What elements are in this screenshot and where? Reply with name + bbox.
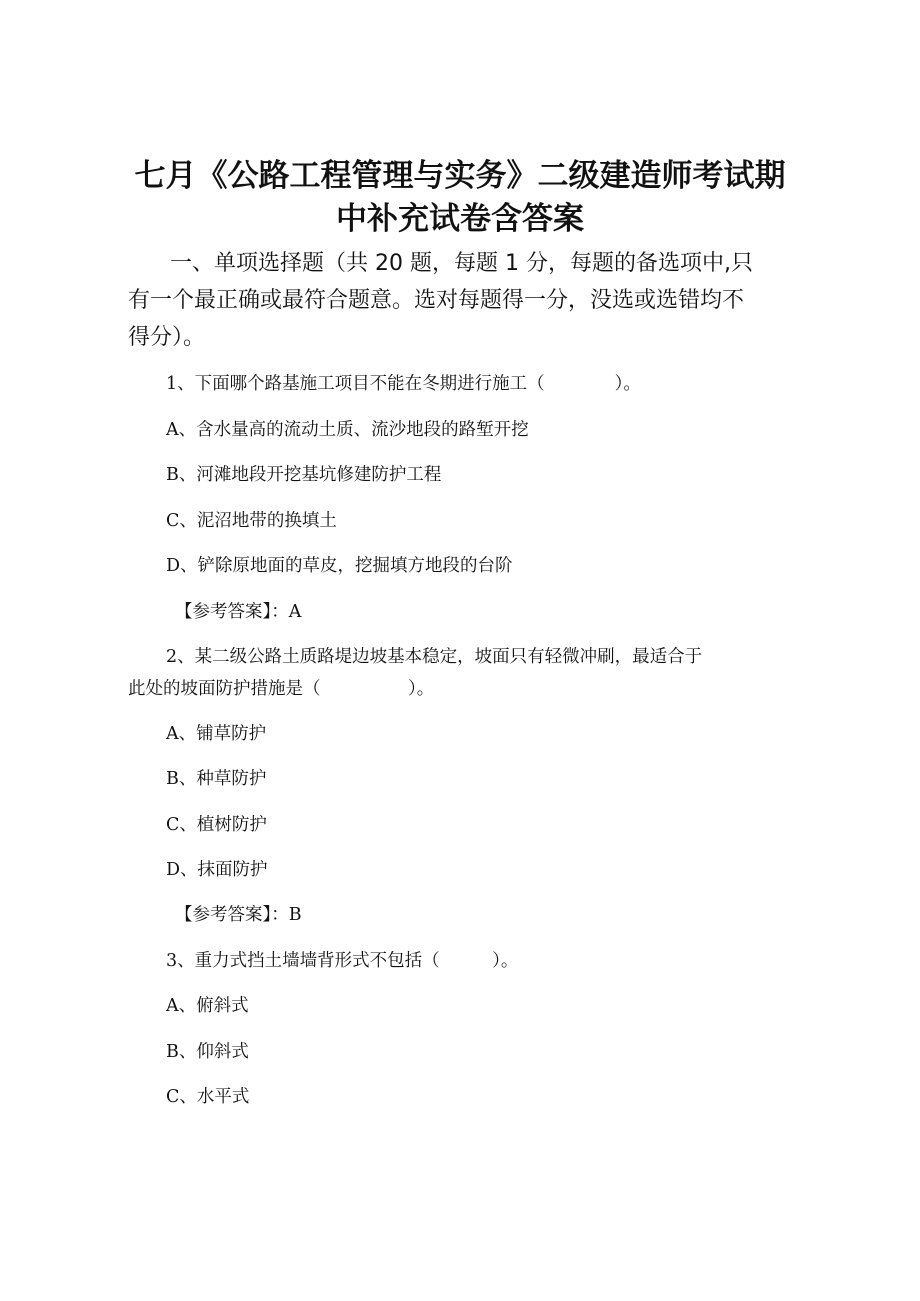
question-2-option-d: D、抹面防护 xyxy=(166,860,268,880)
document-title-line-2: 中补充试卷含答案 xyxy=(336,201,584,237)
question-1-option-b: B、河滩地段开挖基坑修建防护工程 xyxy=(166,465,442,485)
question-2-option-a: A、铺草防护 xyxy=(166,724,267,744)
question-1-option-c: C、泥沼地带的换填土 xyxy=(166,511,337,531)
question-3-option-b: B、仰斜式 xyxy=(166,1042,249,1062)
question-1-answer: 【参考答案】：A xyxy=(175,602,302,622)
question-2-option-c: C、植树防护 xyxy=(166,815,267,835)
question-1-option-a: A、含水量高的流动土质、流沙地段的路堑开挖 xyxy=(166,420,529,440)
section-heading-line-1: 一、单项选择题（共 20 题，每题 1 分，每题的备选项中,只 xyxy=(170,251,753,276)
question-2-stem-line-2: 此处的坡面防护措施是（ ）。 xyxy=(128,679,435,699)
question-2-option-b: B、种草防护 xyxy=(166,769,267,789)
section-heading-line-3: 得分）。 xyxy=(128,325,206,350)
question-1-option-d: D、铲除原地面的草皮，挖掘填方地段的台阶 xyxy=(166,556,513,576)
question-3-option-c: C、水平式 xyxy=(166,1087,250,1107)
document-title-line-1: 七月《公路工程管理与实务》二级建造师考试期 xyxy=(134,158,786,194)
question-3-option-a: A、俯斜式 xyxy=(166,996,249,1016)
section-heading-line-2: 有一个最正确或最符合题意。选对每题得一分，没选或选错均不 xyxy=(128,288,745,313)
question-1-stem: 1、下面哪个路基施工项目不能在冬期进行施工（ ）。 xyxy=(166,374,641,394)
question-3-stem: 3、重力式挡土墙墙背形式不包括（ ）。 xyxy=(166,951,519,971)
question-2-stem-line-1: 2、某二级公路土质路堤边坡基本稳定，坡面只有轻微冲刷，最适合于 xyxy=(166,647,703,667)
question-2-answer: 【参考答案】：B xyxy=(175,905,302,925)
